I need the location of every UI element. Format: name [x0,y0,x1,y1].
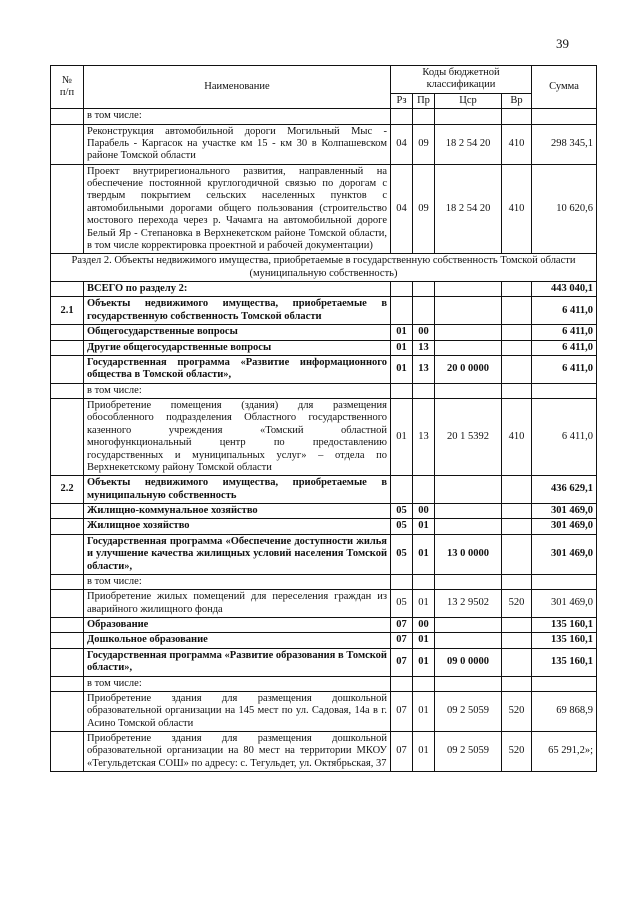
cell-sum: 301 469,0 [532,504,597,519]
cell-num [51,732,84,772]
cell-name: Объекты недвижимого имущества, приобретаемые в муниципальную собственность [84,476,391,504]
cell-name: Приобретение помещения (здания) для размещения обособленного подразделения Областного государственного казенного учреждения «Томский областной многофункциональный центр по предоставлению государственных и муниципальных услуг» – отдела по Верхнекетскому району Томской области [84,399,391,476]
cell-num: 2.1 [51,297,84,325]
cell-name: Другие общегосударственные вопросы [84,340,391,355]
cell-vr [502,574,532,589]
cell-csr: 20 1 5392 [435,399,502,476]
cell-rz [391,383,413,398]
cell-name: Приобретение здания для размещения дошкольной образовательной организации на 145 мест по ул. Садовая, 14а в г. Асино Томской области [84,691,391,731]
table-row [51,691,597,731]
cell-name: Государственная программа «Обеспечение доступности жилья и улучшение качества жилищных условий населения Томской области», [84,534,391,574]
header-num: № п/п [51,66,84,109]
cell-pr: 00 [413,618,435,633]
cell-vr [502,504,532,519]
cell-pr: 13 [413,355,435,383]
cell-sum: 69 868,9 [532,691,597,731]
cell-num [51,574,84,589]
cell-sum: 6 411,0 [532,355,597,383]
cell-sum: 301 469,0 [532,590,597,618]
cell-name: ВСЕГО по разделу 2: [84,282,391,297]
cell-vr [502,476,532,504]
cell-rz: 04 [391,164,413,254]
cell-sum: 436 629,1 [532,476,597,504]
cell-vr [502,383,532,398]
cell-csr: 18 2 54 20 [435,124,502,164]
header-sum: Сумма [532,66,597,109]
cell-rz: 01 [391,340,413,355]
cell-num [51,399,84,476]
cell-sum: 443 040,1 [532,282,597,297]
cell-csr [435,340,502,355]
header-codes: Коды бюджетной классификации [391,66,532,94]
cell-pr: 01 [413,590,435,618]
cell-csr [435,297,502,325]
cell-rz: 05 [391,534,413,574]
cell-csr: 13 2 9502 [435,590,502,618]
cell-rz: 05 [391,519,413,534]
cell-name: Образование [84,618,391,633]
cell-pr [413,383,435,398]
cell-csr [435,618,502,633]
cell-vr [502,534,532,574]
cell-csr: 13 0 0000 [435,534,502,574]
table-row [51,648,597,676]
table-row [51,399,597,476]
cell-name: Объекты недвижимого имущества, приобретаемые в государственную собственность Томской области [84,297,391,325]
table-row [51,732,597,772]
cell-name: Приобретение здания для размещения дошкольной образовательной организации на 80 мест на территории МКОУ «Тегульдетская СОШ» по адресу: с. Тегульдет, ул. Октябрьская, 37 [84,732,391,772]
cell-sum: 135 160,1 [532,633,597,648]
cell-name: Общегосударственные вопросы [84,325,391,340]
table-row [51,297,597,325]
cell-sum [532,383,597,398]
cell-num [51,282,84,297]
cell-pr: 00 [413,325,435,340]
cell-csr [435,676,502,691]
table-row [51,504,597,519]
cell-csr [435,633,502,648]
budget-table [50,65,597,772]
cell-sum: 6 411,0 [532,325,597,340]
table-row [51,618,597,633]
section-heading: Раздел 2. Объекты недвижимого имущества, приобретаемые в государственную собственность Томской области (муниципальную собственность) [51,254,597,282]
cell-name: Жилищное хозяйство [84,519,391,534]
table-row [51,340,597,355]
cell-rz: 01 [391,325,413,340]
cell-vr [502,355,532,383]
cell-pr: 01 [413,648,435,676]
cell-num [51,109,84,124]
cell-vr [502,648,532,676]
cell-csr: 20 0 0000 [435,355,502,383]
cell-name: Государственная программа «Развитие информационного общества в Томской области», [84,355,391,383]
cell-num [51,355,84,383]
cell-num [51,618,84,633]
cell-num [51,340,84,355]
cell-csr [435,325,502,340]
cell-rz: 01 [391,355,413,383]
cell-pr [413,282,435,297]
cell-sum: 6 411,0 [532,297,597,325]
cell-pr [413,476,435,504]
cell-csr [435,504,502,519]
cell-rz: 05 [391,590,413,618]
cell-sum: 298 345,1 [532,124,597,164]
table-row [51,109,597,124]
table-row [51,519,597,534]
cell-rz [391,676,413,691]
cell-name: Приобретение жилых помещений для переселения граждан из аварийного жилищного фонда [84,590,391,618]
cell-name: Дошкольное образование [84,633,391,648]
table-row [51,590,597,618]
table-row [51,254,597,282]
cell-csr: 09 0 0000 [435,648,502,676]
table-row [51,383,597,398]
table-body [51,109,597,772]
cell-name: Государственная программа «Развитие образования в Томской области», [84,648,391,676]
cell-name: в том числе: [84,109,391,124]
cell-vr: 410 [502,399,532,476]
header-rz: Рз [391,93,413,108]
cell-vr [502,676,532,691]
cell-vr [502,109,532,124]
cell-rz: 07 [391,648,413,676]
cell-sum: 301 469,0 [532,519,597,534]
cell-rz: 07 [391,633,413,648]
cell-rz [391,109,413,124]
cell-pr: 13 [413,340,435,355]
cell-vr [502,325,532,340]
cell-pr: 00 [413,504,435,519]
cell-csr: 18 2 54 20 [435,164,502,254]
cell-name: Жилищно-коммунальное хозяйство [84,504,391,519]
table-row [51,574,597,589]
cell-sum: 301 469,0 [532,534,597,574]
cell-rz: 04 [391,124,413,164]
cell-num [51,633,84,648]
table-row [51,633,597,648]
cell-sum: 6 411,0 [532,399,597,476]
cell-num [51,534,84,574]
cell-vr: 410 [502,124,532,164]
cell-rz: 01 [391,399,413,476]
cell-num: 2.2 [51,476,84,504]
cell-vr [502,297,532,325]
cell-num [51,590,84,618]
cell-pr [413,109,435,124]
header-csr: Цср [435,93,502,108]
cell-pr: 01 [413,691,435,731]
cell-vr [502,282,532,297]
cell-num [51,504,84,519]
table-row [51,282,597,297]
cell-sum: 135 160,1 [532,648,597,676]
cell-vr: 520 [502,732,532,772]
header-name: Наименование [84,66,391,109]
cell-rz [391,476,413,504]
cell-name: в том числе: [84,574,391,589]
cell-csr [435,519,502,534]
cell-num [51,519,84,534]
cell-name: Проект внутрирегионального развития, направленный на обеспечение постоянной круглогодичной связью по дорогам с твердым покрытием сельских населенных пунктов с автомобильными дорогами общего пользования (строительство мостового перехода через р. Чачамга на автомобильной дороге Белый Яр - Степановка в Верхнекетском районе Томской области, в том числе корректировка проектной и рабочей документации) [84,164,391,254]
cell-csr [435,574,502,589]
table-row [51,476,597,504]
cell-vr [502,618,532,633]
cell-rz [391,297,413,325]
cell-name: в том числе: [84,383,391,398]
cell-vr: 410 [502,164,532,254]
cell-pr [413,574,435,589]
cell-num [51,164,84,254]
cell-pr: 09 [413,124,435,164]
cell-num [51,648,84,676]
cell-pr [413,297,435,325]
cell-pr: 01 [413,633,435,648]
cell-vr: 520 [502,590,532,618]
cell-rz [391,282,413,297]
cell-vr [502,519,532,534]
cell-sum: 10 620,6 [532,164,597,254]
table-row [51,355,597,383]
cell-name: Реконструкция автомобильной дороги Могильный Мыс - Парабель - Каргасок на участке км 15 - км 30 в Колпашевском районе Томской области [84,124,391,164]
cell-pr [413,676,435,691]
cell-sum: 6 411,0 [532,340,597,355]
cell-pr: 13 [413,399,435,476]
cell-rz: 05 [391,504,413,519]
cell-num [51,325,84,340]
cell-name: в том числе: [84,676,391,691]
cell-sum: 65 291,2»; [532,732,597,772]
cell-sum: 135 160,1 [532,618,597,633]
cell-vr [502,633,532,648]
cell-pr: 09 [413,164,435,254]
header-vr: Вр [502,93,532,108]
cell-pr: 01 [413,519,435,534]
cell-csr [435,109,502,124]
cell-pr: 01 [413,732,435,772]
header-pr: Пр [413,93,435,108]
cell-num [51,383,84,398]
cell-sum [532,574,597,589]
cell-csr [435,476,502,504]
cell-num [51,124,84,164]
cell-csr [435,383,502,398]
table-row [51,164,597,254]
cell-num [51,691,84,731]
cell-csr: 09 2 5059 [435,732,502,772]
cell-rz: 07 [391,691,413,731]
table-row [51,325,597,340]
cell-csr: 09 2 5059 [435,691,502,731]
cell-pr: 01 [413,534,435,574]
cell-num [51,676,84,691]
cell-rz: 07 [391,618,413,633]
cell-csr [435,282,502,297]
table-row [51,676,597,691]
cell-vr: 520 [502,691,532,731]
page-number: 39 [556,36,569,51]
cell-rz: 07 [391,732,413,772]
cell-sum [532,109,597,124]
table-row [51,124,597,164]
table-row [51,534,597,574]
cell-sum [532,676,597,691]
cell-vr [502,340,532,355]
cell-rz [391,574,413,589]
